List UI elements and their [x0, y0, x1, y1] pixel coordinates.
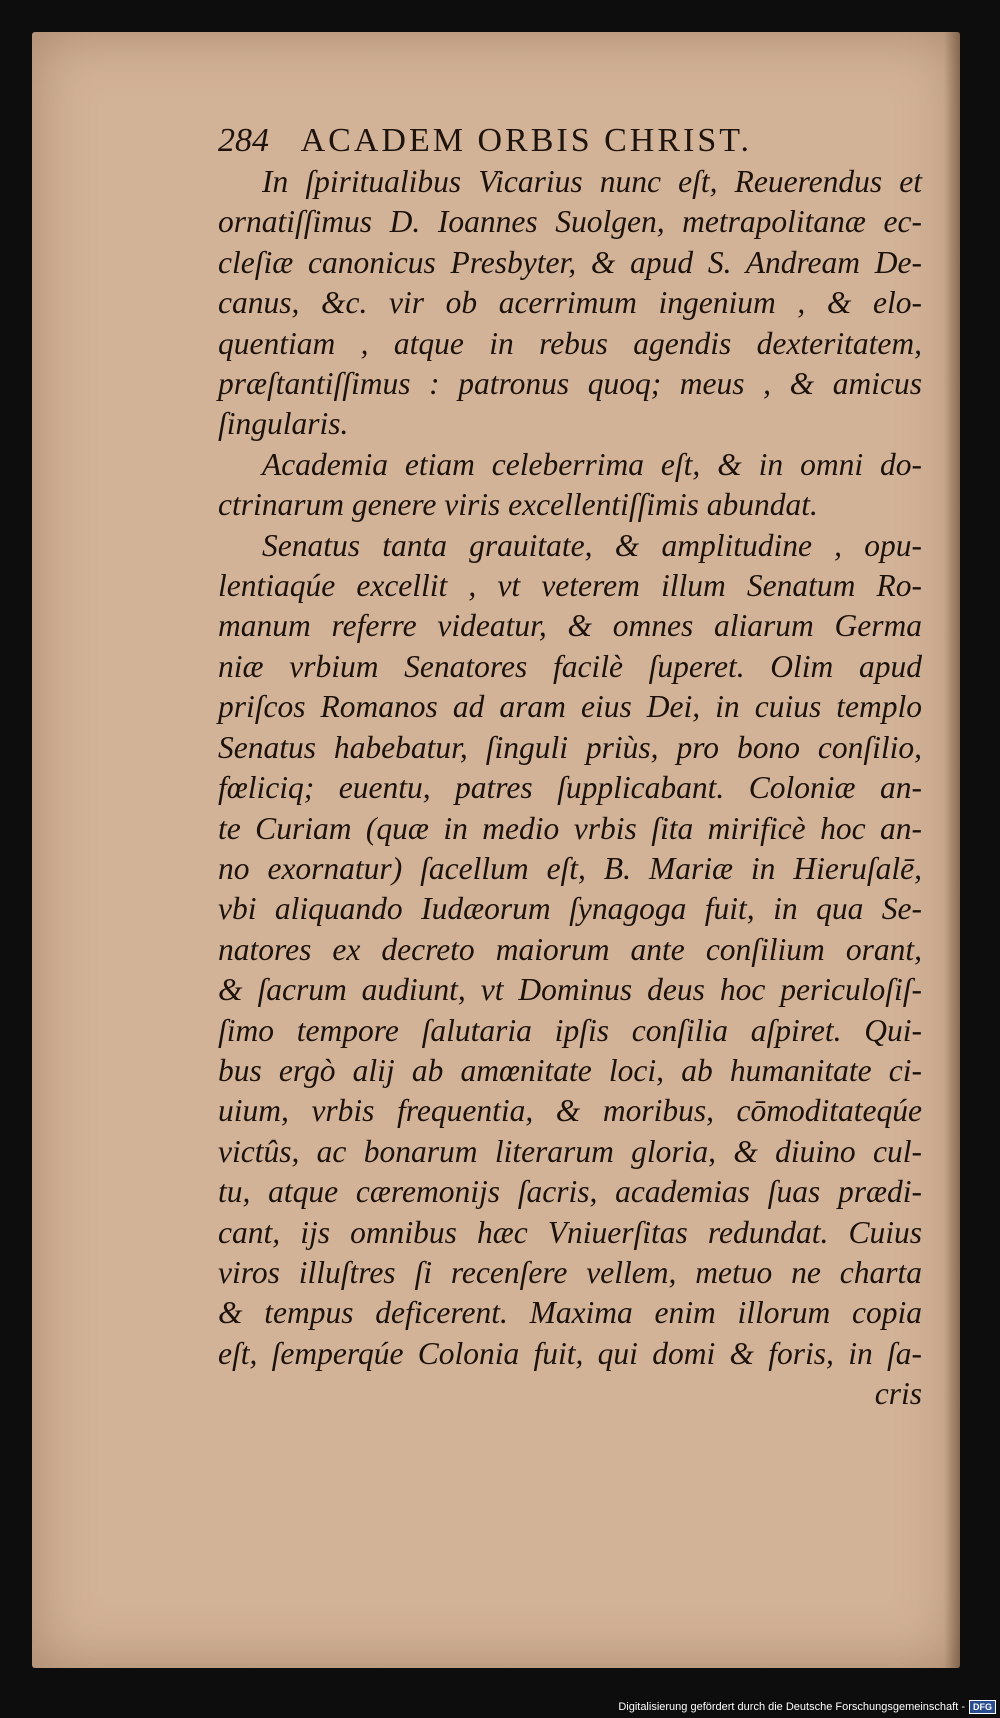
text-line: ornatiſſimus D. Ioannes Suolgen, metrapolitanæ ec- [218, 204, 922, 240]
text-line: bus ergò alij ab amœnitate loci, ab humanitate ci- [218, 1052, 922, 1088]
text-line: ctrinarum genere viris excellentiſſimis abundat. [218, 487, 818, 523]
text-line: eſt, ſemperqúe Colonia fuit, qui domi & foris, in ſa- [218, 1335, 922, 1371]
text-line: tu, atque cæremonijs ſacris, academias ſuas prædi- [218, 1174, 922, 1210]
text-line: uium, vrbis frequentia, & moribus, cōmoditateqúe [218, 1093, 922, 1129]
text-line: fœliciq; euentu, patres ſupplicabant. Coloniæ an- [218, 770, 922, 806]
page-number: 284 [218, 122, 269, 159]
body-text [218, 162, 922, 1415]
text-line: priſcos Romanos ad aram eius Dei, in cuius templo [218, 689, 922, 725]
text-line: ſimo tempore ſalutaria ipſis conſilia aſpiret. Qui- [218, 1012, 922, 1048]
page-gutter-shadow [944, 32, 960, 1668]
catchword: cris [874, 1376, 922, 1412]
text-line: In ſpiritualibus Vicarius nunc eſt, Reuerendus et [262, 164, 922, 199]
text-line: manum referre videatur, & omnes aliarum Germa [218, 608, 922, 644]
text-line: lentiaqúe excellit , vt veterem illum Senatum Ro- [218, 568, 922, 604]
text-line: Academia etiam celeberrima eſt, & in omni do- [262, 446, 922, 482]
text-line: natores ex decreto maiorum ante conſilium orant, [218, 931, 922, 967]
text-line: viros illuſtres ſi recenſere vellem, metuo ne charta [218, 1254, 922, 1290]
text-line: te Curiam (quæ in medio vrbis ſita mirificè hoc an- [218, 810, 922, 846]
text-line: Senatus habebatur, ſinguli priùs, pro bono conſilio, [218, 729, 922, 765]
text-line: ſingularis. [218, 406, 349, 442]
running-head-title: ACADEM ORBIS CHRIST. [300, 122, 752, 159]
text-line: & ſacrum audiunt, vt Dominus deus hoc periculoſiſ- [218, 972, 922, 1008]
footer-credit: Digitalisierung gefördert durch die Deutsche Forschungsgemeinschaft - [618, 1701, 965, 1713]
dfg-logo: DFG [969, 1700, 996, 1714]
text-line: victûs, ac bonarum literarum gloria, & diuino cul- [218, 1133, 922, 1169]
text-line: cant, ijs omnibus hæc Vniuerſitas redundat. Cuius [218, 1214, 922, 1250]
text-line: & tempus deficerent. Maxima enim illorum copia [218, 1295, 922, 1331]
text-line: quentiam , atque in rebus agendis dexteritatem, [218, 325, 922, 361]
text-line: no exornatur) ſacellum eſt, B. Mariæ in Hieruſalē, [218, 850, 922, 886]
text-line: præſtantiſſimus : patronus quoq; meus , & amicus [218, 366, 922, 402]
text-line: canus, &c. vir ob acerrimum ingenium , & elo- [218, 285, 922, 321]
running-head [218, 122, 752, 160]
text-line: cleſiæ canonicus Presbyter, & apud S. Andream De- [218, 244, 922, 280]
text-line: niæ vrbium Senatores facilè ſuperet. Olim apud [218, 648, 922, 684]
digitization-footer [618, 1700, 996, 1714]
text-line: vbi aliquando Iudæorum ſynagoga fuit, in qua Se- [218, 891, 922, 927]
text-line: Senatus tanta grauitate, & amplitudine , opu- [262, 527, 922, 563]
